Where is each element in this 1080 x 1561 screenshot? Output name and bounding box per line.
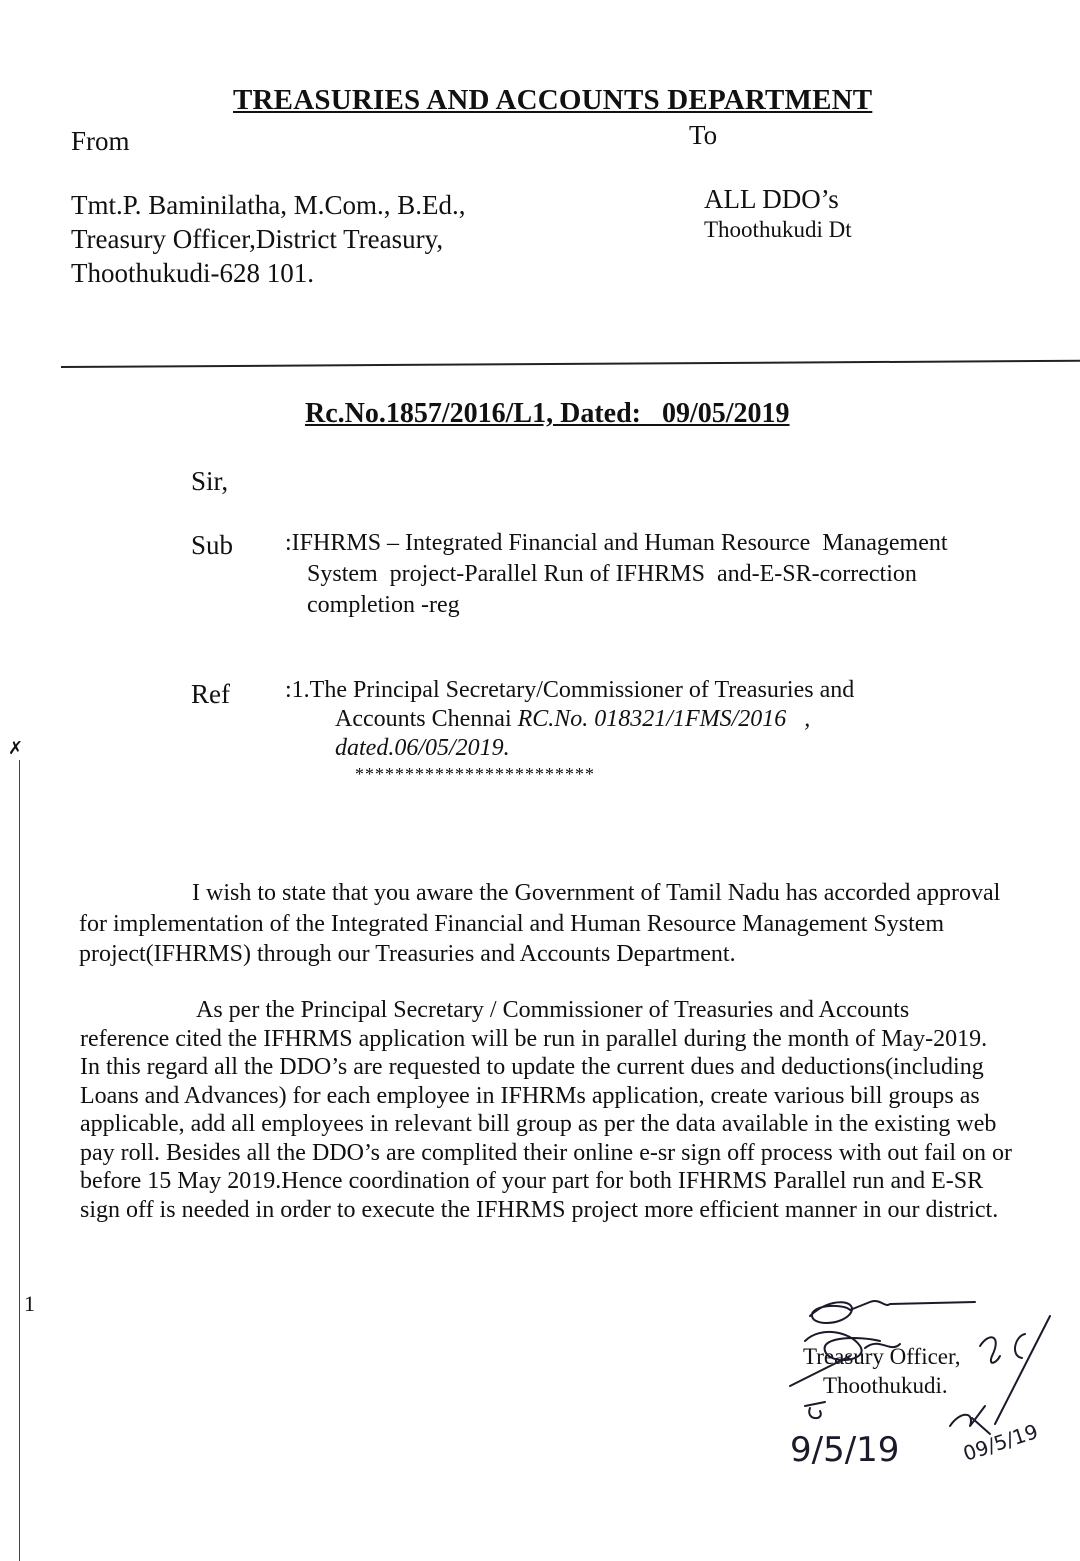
to-label: To — [689, 120, 718, 150]
header-divider — [61, 360, 1080, 368]
reference-line: :1.The Principal Secretary/Commissioner of Treasuries and — [285, 677, 855, 703]
handwritten-signature-icon — [790, 1296, 1060, 1496]
reference-rc-number: RC.No. 018321/1FMS/2016 , — [517, 706, 811, 732]
subject-text — [285, 528, 1005, 621]
paragraph-1 — [79, 878, 1000, 970]
department-title: TREASURIES AND ACCOUNTS DEPARTMENT — [233, 84, 873, 116]
paragraph-line: sign off is needed in order to execute the IFHRMS project more efficient manner in our district. — [80, 1196, 999, 1223]
reference-label: Ref — [191, 679, 230, 709]
paragraph-line: reference cited the IFHRMS application will be run in parallel during the month of May-2019. — [80, 1025, 988, 1052]
reference-line — [285, 705, 854, 734]
reference-number: Rc.No.1857/2016/L1, Dated: 09/05/2019 — [305, 398, 790, 429]
margin-mark: 1 — [24, 1291, 35, 1316]
signature-place: Thoothukudi. — [823, 1373, 948, 1398]
signature-designation: Treasury Officer, — [803, 1344, 961, 1369]
salutation: Sir, — [191, 466, 229, 496]
sender-line: Treasury Officer,District Treasury, — [71, 224, 444, 254]
sender-line: Tmt.P. Baminilatha, M.Com., B.Ed., — [71, 190, 466, 220]
sender-line: Thoothukudi-628 101. — [71, 258, 314, 288]
paragraph-2 — [80, 996, 1012, 1224]
separator-stars: ************************ — [355, 764, 595, 784]
reference-prefix: Accounts Chennai — [335, 706, 518, 732]
paragraph-line: In this regard all the DDO’s are requested to update the current dues and deductions(including — [80, 1054, 984, 1080]
paragraph-line: As per the Principal Secretary / Commissioner of Treasuries and Accounts — [196, 997, 910, 1023]
paragraph-line: Loans and Advances) for each employee in IFHRMs application, create various bill groups as — [80, 1082, 980, 1109]
handwritten-date: 9/5/19 — [790, 1430, 900, 1470]
paragraph-line: applicable, add all employees in relevant bill group as per the data available in the existing web — [80, 1111, 997, 1137]
paragraph-line: before 15 May 2019.Hence coordination of your part for both IFHRMS Parallel run and E-SR — [80, 1168, 984, 1194]
margin-tick-icon: ✗ — [8, 738, 24, 758]
subject-line: System project-Parallel Run of IFHRMS and-E-SR-correction — [307, 561, 917, 587]
handwritten-date-2: 09/5/19 — [960, 1419, 1041, 1466]
recipient-line: ALL DDO’s — [704, 184, 839, 214]
subject-label: Sub — [191, 530, 234, 560]
signature-scribble — [810, 1301, 975, 1323]
recipient-line: Thoothukudi Dt — [704, 217, 852, 242]
signature-scribble — [790, 1344, 900, 1386]
recipient-address — [704, 182, 852, 244]
paragraph-line: I wish to state that you aware the Government of Tamil Nadu has accorded approval — [192, 880, 1001, 906]
reference-text — [285, 676, 854, 763]
subject-line: completion -reg — [307, 592, 460, 618]
subject-line: :IFHRMS – Integrated Financial and Human Resource Management — [285, 530, 948, 556]
paragraph-line: pay roll. Besides all the DDO’s are complited their online e-sr sign off process with out fail on or — [80, 1139, 1013, 1166]
paragraph-line: project(IFHRMS) through our Treasuries and Accounts Department. — [79, 941, 736, 967]
reference-line — [285, 734, 854, 763]
signature-scribble — [950, 1406, 990, 1434]
reference-date: dated.06/05/2019. — [335, 735, 510, 761]
signature-scribble — [805, 1402, 825, 1418]
sender-address — [71, 188, 466, 290]
margin-line — [19, 760, 20, 1561]
paragraph-line: for implementation of the Integrated Financial and Human Resource Management System — [79, 910, 945, 937]
from-label: From — [71, 126, 130, 156]
